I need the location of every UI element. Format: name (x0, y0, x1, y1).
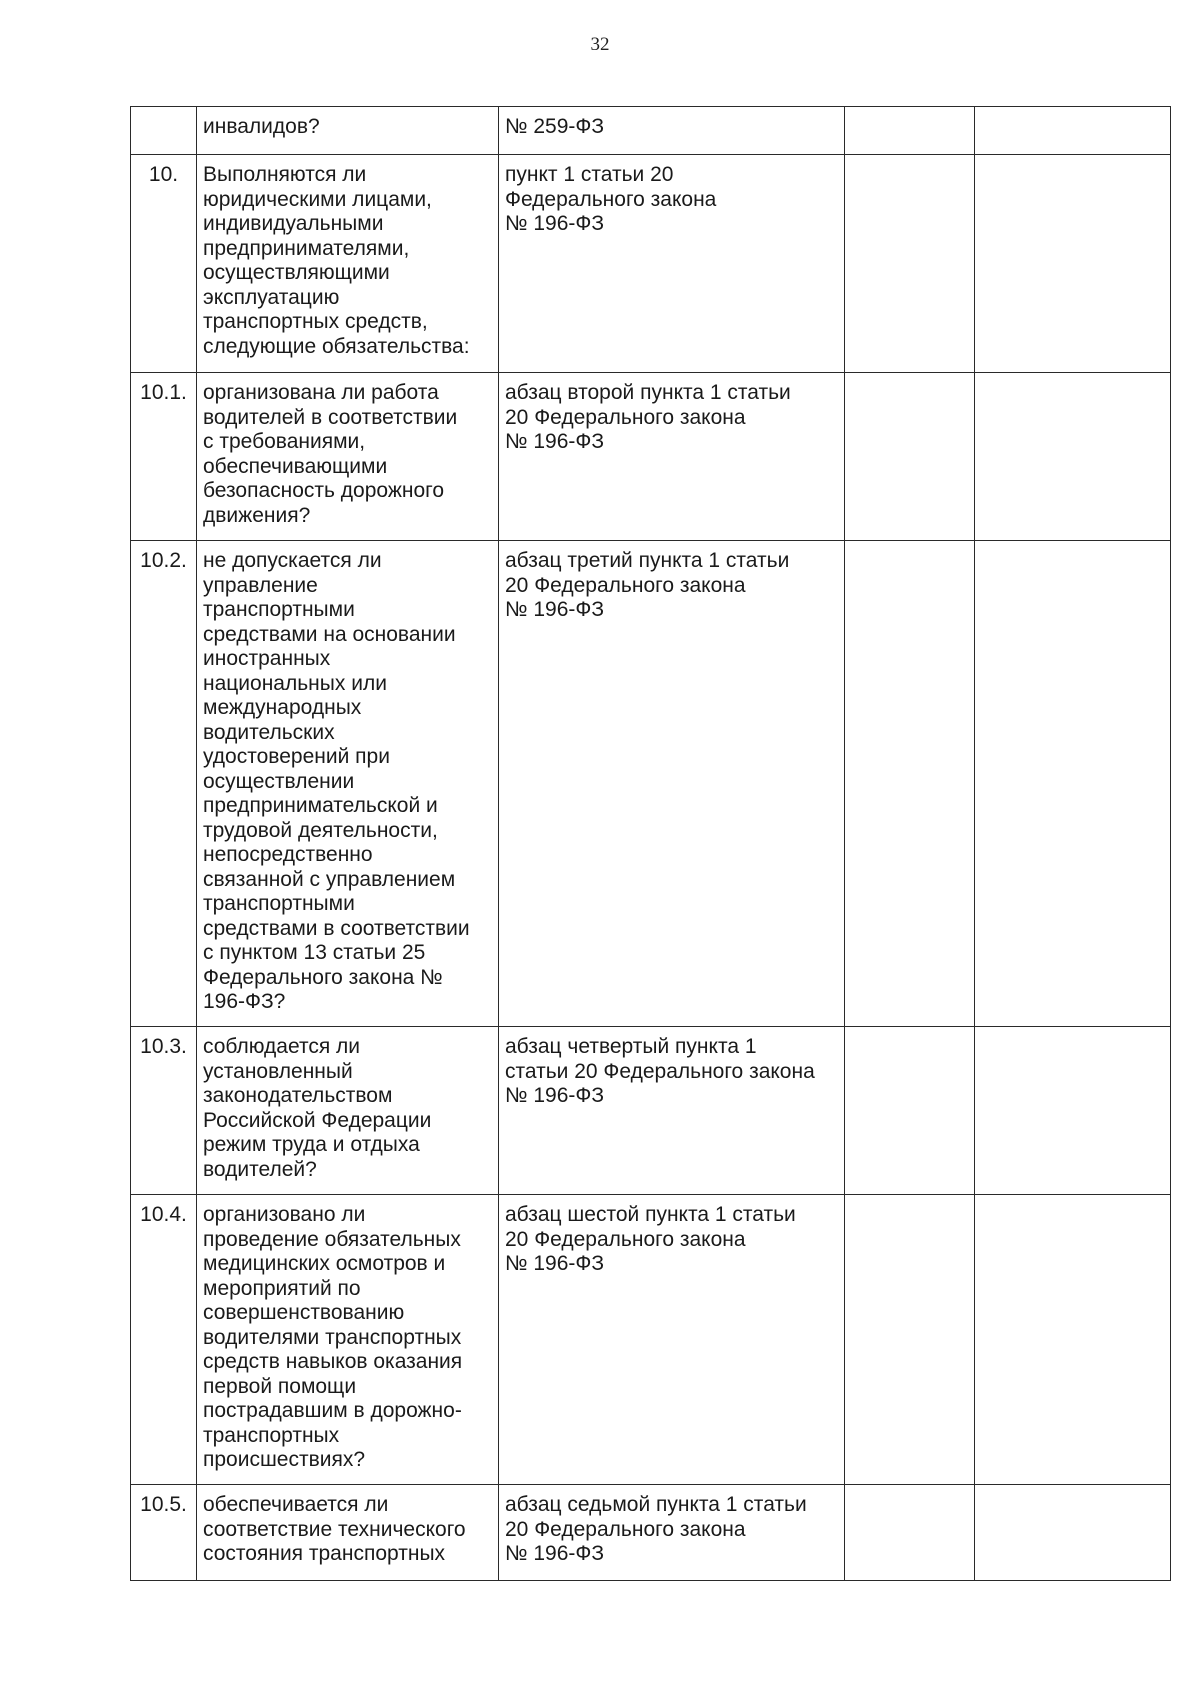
empty-answer-cell (845, 1485, 975, 1581)
row-number-cell: 10.5. (131, 1485, 197, 1581)
row-number-cell: 10.1. (131, 373, 197, 541)
legal-reference-cell: абзац второй пункта 1 статьи 20 Федерального закона № 196-ФЗ (499, 373, 845, 541)
legal-reference-cell: абзац четвертый пункта 1 статьи 20 Федерального закона № 196-ФЗ (499, 1027, 845, 1195)
empty-note-cell (975, 373, 1171, 541)
table-row (131, 541, 1171, 1027)
empty-answer-cell (845, 107, 975, 155)
question-cell: организовано ли проведение обязательных медицинских осмотров и мероприятий по совершенствованию водителями транспортных средств навыков оказания первой помощи пострадавшим в дорожно- транспортных происшествиях? (197, 1195, 499, 1485)
table-row (131, 1195, 1171, 1485)
question-cell: соблюдается ли установленный законодательством Российской Федерации режим труда и отдыха водителей? (197, 1027, 499, 1195)
empty-answer-cell (845, 155, 975, 373)
empty-note-cell (975, 1195, 1171, 1485)
question-cell: инвалидов? (197, 107, 499, 155)
empty-answer-cell (845, 373, 975, 541)
table-row (131, 1485, 1171, 1581)
empty-answer-cell (845, 1195, 975, 1485)
table-row (131, 1027, 1171, 1195)
question-cell: не допускается ли управление транспортными средствами на основании иностранных национальных или международных водительских удостоверений при осуществлении предпринимательской и трудовой деятельности, непосредственно связанной с управлением транспортными средствами в соответствии с пунктом 13 статьи 25 Федерального закона № 196-ФЗ? (197, 541, 499, 1027)
table-row (131, 155, 1171, 373)
table-row (131, 107, 1171, 155)
empty-answer-cell (845, 1027, 975, 1195)
empty-answer-cell (845, 541, 975, 1027)
question-cell: Выполняются ли юридическими лицами, индивидуальными предпринимателями, осуществляющими эксплуатацию транспортных средств, следующие обязательства: (197, 155, 499, 373)
question-cell: организована ли работа водителей в соответствии с требованиями, обеспечивающими безопасность дорожного движения? (197, 373, 499, 541)
empty-note-cell (975, 1485, 1171, 1581)
checklist-body (131, 107, 1171, 1581)
legal-reference-cell: абзац седьмой пункта 1 статьи 20 Федерального закона № 196-ФЗ (499, 1485, 845, 1581)
row-number-cell: 10.3. (131, 1027, 197, 1195)
empty-note-cell (975, 155, 1171, 373)
row-number-cell (131, 107, 197, 155)
legal-reference-cell: абзац третий пункта 1 статьи 20 Федерального закона № 196-ФЗ (499, 541, 845, 1027)
row-number-cell: 10. (131, 155, 197, 373)
question-cell: обеспечивается ли соответствие технического состояния транспортных (197, 1485, 499, 1581)
empty-note-cell (975, 1027, 1171, 1195)
page-number: 32 (590, 34, 610, 55)
table-row (131, 373, 1171, 541)
row-number-cell: 10.4. (131, 1195, 197, 1485)
empty-note-cell (975, 107, 1171, 155)
legal-reference-cell: пункт 1 статьи 20 Федерального закона № 196-ФЗ (499, 155, 845, 373)
checklist-table (130, 106, 1171, 1581)
row-number-cell: 10.2. (131, 541, 197, 1027)
legal-reference-cell: № 259-ФЗ (499, 107, 845, 155)
legal-reference-cell: абзац шестой пункта 1 статьи 20 Федерального закона № 196-ФЗ (499, 1195, 845, 1485)
empty-note-cell (975, 541, 1171, 1027)
